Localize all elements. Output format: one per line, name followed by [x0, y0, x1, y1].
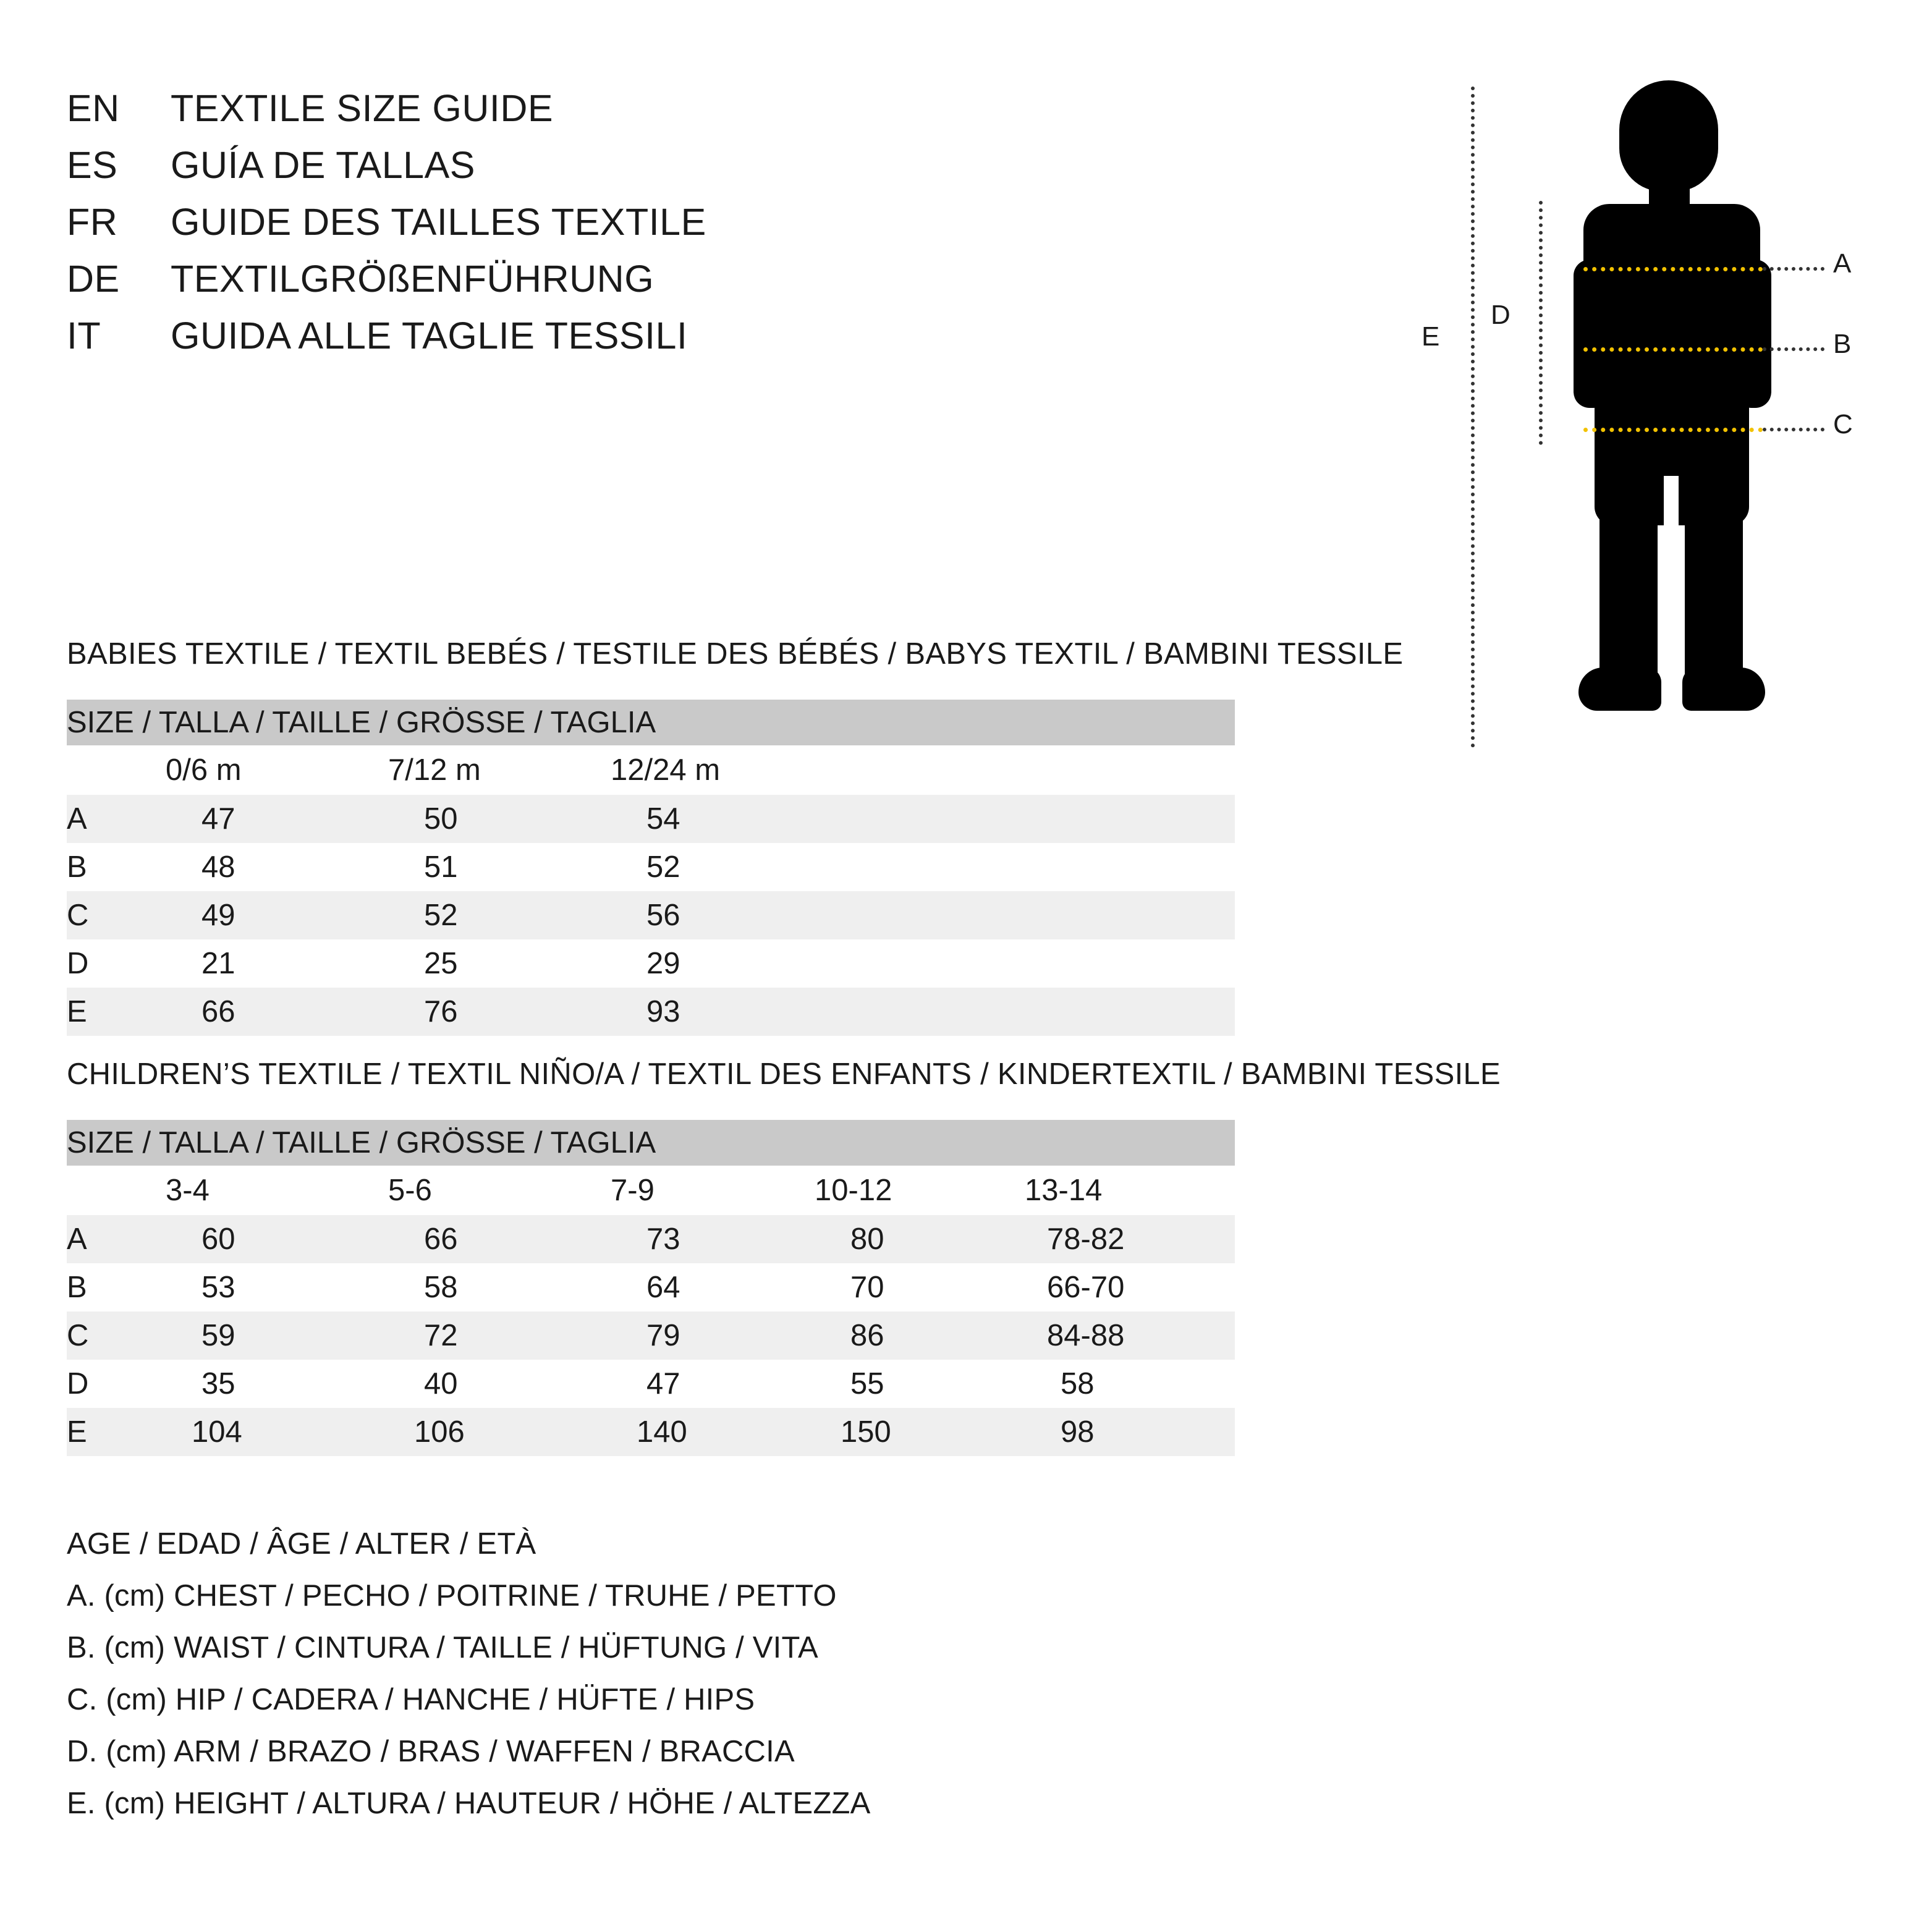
silhouette-leg-gap [1664, 476, 1679, 532]
language-title: GUIDE DES TAILLES TEXTILE [171, 201, 706, 243]
babies-cell: 52 [611, 843, 1235, 891]
waist-measure-line [1583, 347, 1763, 352]
table-row [67, 795, 1235, 843]
figure-label-c: C [1833, 409, 1853, 439]
table-row [67, 1360, 1235, 1408]
children-table-header: SIZE / TALLA / TAILLE / GRÖSSE / TAGLIA [67, 1120, 1235, 1166]
language-title: GUIDA ALLE TAGLIE TESSILI [171, 315, 688, 357]
children-cell: 84-88 [1025, 1311, 1235, 1360]
children-cell: 78-82 [1025, 1215, 1235, 1263]
waist-leader-line [1763, 347, 1824, 351]
language-title-block [67, 87, 1241, 371]
babies-cell: 54 [611, 795, 1235, 843]
language-row [67, 200, 1241, 257]
babies-cell: 52 [388, 891, 611, 939]
children-cell: 59 [166, 1311, 388, 1360]
children-row-label: B [67, 1263, 166, 1311]
chest-measure-line [1583, 267, 1763, 271]
language-code: FR [67, 201, 118, 243]
babies-table-header: SIZE / TALLA / TAILLE / GRÖSSE / TAGLIA [67, 700, 1235, 745]
language-row [67, 87, 1241, 143]
babies-cell: 50 [388, 795, 611, 843]
chest-leader-line [1763, 267, 1824, 271]
children-cell: 55 [815, 1360, 1025, 1408]
babies-cell: 56 [611, 891, 1235, 939]
children-column-0: 3-4 [166, 1166, 388, 1215]
babies-cell: 51 [388, 843, 611, 891]
hip-measure-line [1583, 428, 1763, 432]
corner-cell [67, 745, 166, 795]
children-size-table [67, 1120, 1235, 1456]
babies-cell: 47 [166, 795, 388, 843]
column-header-row [67, 1166, 1235, 1215]
hip-leader-line [1763, 428, 1824, 431]
children-cell: 64 [611, 1263, 815, 1311]
corner-cell [67, 1166, 166, 1215]
table-row [67, 988, 1235, 1036]
babies-cell: 48 [166, 843, 388, 891]
silhouette-leg-right [1685, 507, 1743, 692]
children-cell: 58 [388, 1263, 611, 1311]
children-cell: 35 [166, 1360, 388, 1408]
table-header-row [67, 700, 1235, 745]
measurement-diagram [1384, 80, 1879, 766]
table-row [67, 1215, 1235, 1263]
language-code: EN [67, 87, 120, 129]
babies-cell: 76 [388, 988, 611, 1036]
children-cell: 104 [166, 1408, 388, 1456]
column-header-row [67, 745, 1235, 795]
language-code: IT [67, 315, 101, 357]
table-row [67, 939, 1235, 988]
children-cell: 66-70 [1025, 1263, 1235, 1311]
arm-guide-line-d [1539, 201, 1543, 445]
language-row [67, 314, 1241, 371]
babies-row-label: A [67, 795, 166, 843]
silhouette-leg-left [1599, 507, 1658, 692]
children-column-1: 5-6 [388, 1166, 611, 1215]
children-cell: 53 [166, 1263, 388, 1311]
children-cell: 140 [611, 1408, 815, 1456]
children-cell: 70 [815, 1263, 1025, 1311]
babies-column-0: 0/6 m [166, 745, 388, 795]
language-code: DE [67, 258, 120, 300]
babies-row-label: E [67, 988, 166, 1036]
children-cell: 73 [611, 1215, 815, 1263]
babies-row-label: B [67, 843, 166, 891]
legend-item-arm: D. (cm) ARM / BRAZO / BRAS / WAFFEN / BRACCIA [67, 1735, 795, 1768]
table-row [67, 1263, 1235, 1311]
silhouette-head [1619, 80, 1718, 192]
children-column-2: 7-9 [611, 1166, 815, 1215]
table-row [67, 843, 1235, 891]
babies-cell: 25 [388, 939, 611, 988]
children-cell: 79 [611, 1311, 815, 1360]
babies-cell: 29 [611, 939, 1235, 988]
children-row-label: E [67, 1408, 166, 1456]
children-cell: 60 [166, 1215, 388, 1263]
children-cell: 106 [388, 1408, 611, 1456]
children-cell: 98 [1025, 1408, 1235, 1456]
language-title: TEXTILGRÖßENFÜHRUNG [171, 258, 655, 300]
babies-size-table [67, 700, 1235, 1036]
children-row-label: C [67, 1311, 166, 1360]
language-row [67, 257, 1241, 314]
table-row [67, 891, 1235, 939]
legend-title: AGE / EDAD / ÂGE / ALTER / ETÀ [67, 1527, 536, 1561]
table-row [67, 1311, 1235, 1360]
silhouette-foot-right [1682, 667, 1765, 711]
children-cell: 47 [611, 1360, 815, 1408]
legend-item-hip: C. (cm) HIP / CADERA / HANCHE / HÜFTE / HIPS [67, 1683, 755, 1716]
language-row [67, 143, 1241, 200]
children-cell: 58 [1025, 1360, 1235, 1408]
children-column-4: 13-14 [1025, 1166, 1235, 1215]
children-cell: 80 [815, 1215, 1025, 1263]
babies-row-label: C [67, 891, 166, 939]
language-title: GUÍA DE TALLAS [171, 144, 475, 186]
children-column-3: 10-12 [815, 1166, 1025, 1215]
legend-block [67, 1527, 871, 1838]
children-cell: 66 [388, 1215, 611, 1263]
children-section-title: CHILDREN’S TEXTILE / TEXTIL NIÑO/A / TEXTIL DES ENFANTS / KINDERTEXTIL / BAMBINI TESSILE [67, 1057, 1501, 1091]
silhouette-torso [1583, 204, 1760, 402]
silhouette-foot-left [1578, 667, 1661, 711]
children-row-label: A [67, 1215, 166, 1263]
babies-column-2: 12/24 m [611, 745, 1235, 795]
child-silhouette [1570, 80, 1774, 748]
babies-cell: 21 [166, 939, 388, 988]
table-row [67, 1408, 1235, 1456]
legend-item-waist: B. (cm) WAIST / CINTURA / TAILLE / HÜFTUNG / VITA [67, 1631, 818, 1664]
babies-row-label: D [67, 939, 166, 988]
babies-cell: 49 [166, 891, 388, 939]
children-cell: 150 [815, 1408, 1025, 1456]
children-row-label: D [67, 1360, 166, 1408]
babies-column-1: 7/12 m [388, 745, 611, 795]
figure-label-d: D [1491, 300, 1510, 330]
legend-item-chest: A. (cm) CHEST / PECHO / POITRINE / TRUHE / PETTO [67, 1579, 837, 1612]
figure-label-e: E [1421, 321, 1440, 352]
babies-cell: 66 [166, 988, 388, 1036]
language-code: ES [67, 144, 118, 186]
children-cell: 86 [815, 1311, 1025, 1360]
children-cell: 40 [388, 1360, 611, 1408]
figure-label-b: B [1833, 329, 1852, 359]
table-header-row [67, 1120, 1235, 1166]
height-guide-line-e [1471, 87, 1475, 748]
children-cell: 72 [388, 1311, 611, 1360]
figure-label-a: A [1833, 248, 1852, 279]
legend-item-height: E. (cm) HEIGHT / ALTURA / HAUTEUR / HÖHE / ALTEZZA [67, 1787, 871, 1820]
language-title: TEXTILE SIZE GUIDE [171, 87, 554, 129]
babies-section-title: BABIES TEXTILE / TEXTIL BEBÉS / TESTILE DES BÉBÉS / BABYS TEXTIL / BAMBINI TESSILE [67, 637, 1404, 671]
babies-cell: 93 [611, 988, 1235, 1036]
